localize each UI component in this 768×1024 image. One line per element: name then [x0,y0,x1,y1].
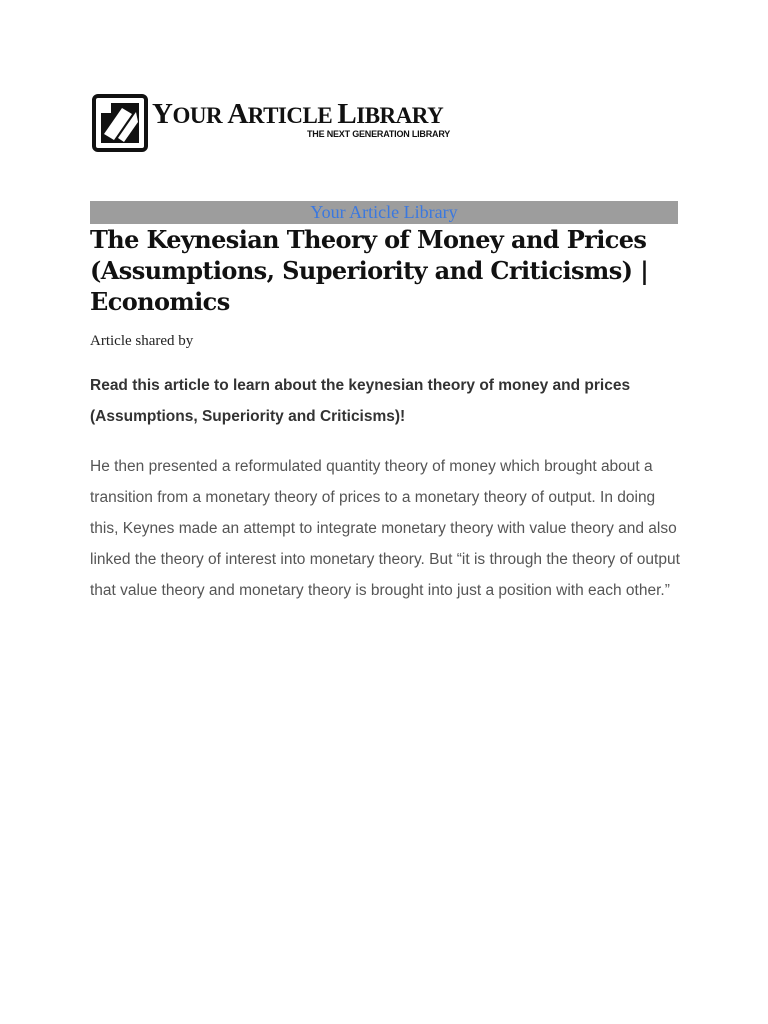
article-shared-by: Article shared by [90,333,194,349]
logo-mark-icon [92,94,148,152]
article-body-paragraph: He then presented a reformulated quantity theory of money which brought about a transition from a monetary theory of prices to a monetary theory of output. In doing this, Keynes made an attempt to integrate monetary theory with value theory and also linked the theory of interest into monetary theory. But “it is through the theory of output that value theory and monetary theory is brought into just a position with each other.” [90,458,680,599]
logo-tagline: THE NEXT GENERATION LIBRARY [307,129,451,139]
article-lead: Read this article to learn about the keynesian theory of money and prices (Assumptions, Superiority and Criticisms)! [90,377,631,425]
site-name-link[interactable]: Your Article Library [90,201,678,224]
site-logo[interactable] [92,94,458,154]
article-title: The Keynesian Theory of Money and Prices (Assumptions, Superiority and Criticisms) | Economics [90,225,649,316]
logo-wordmark: YOUR ARTICLE LIBRARY [152,98,444,130]
